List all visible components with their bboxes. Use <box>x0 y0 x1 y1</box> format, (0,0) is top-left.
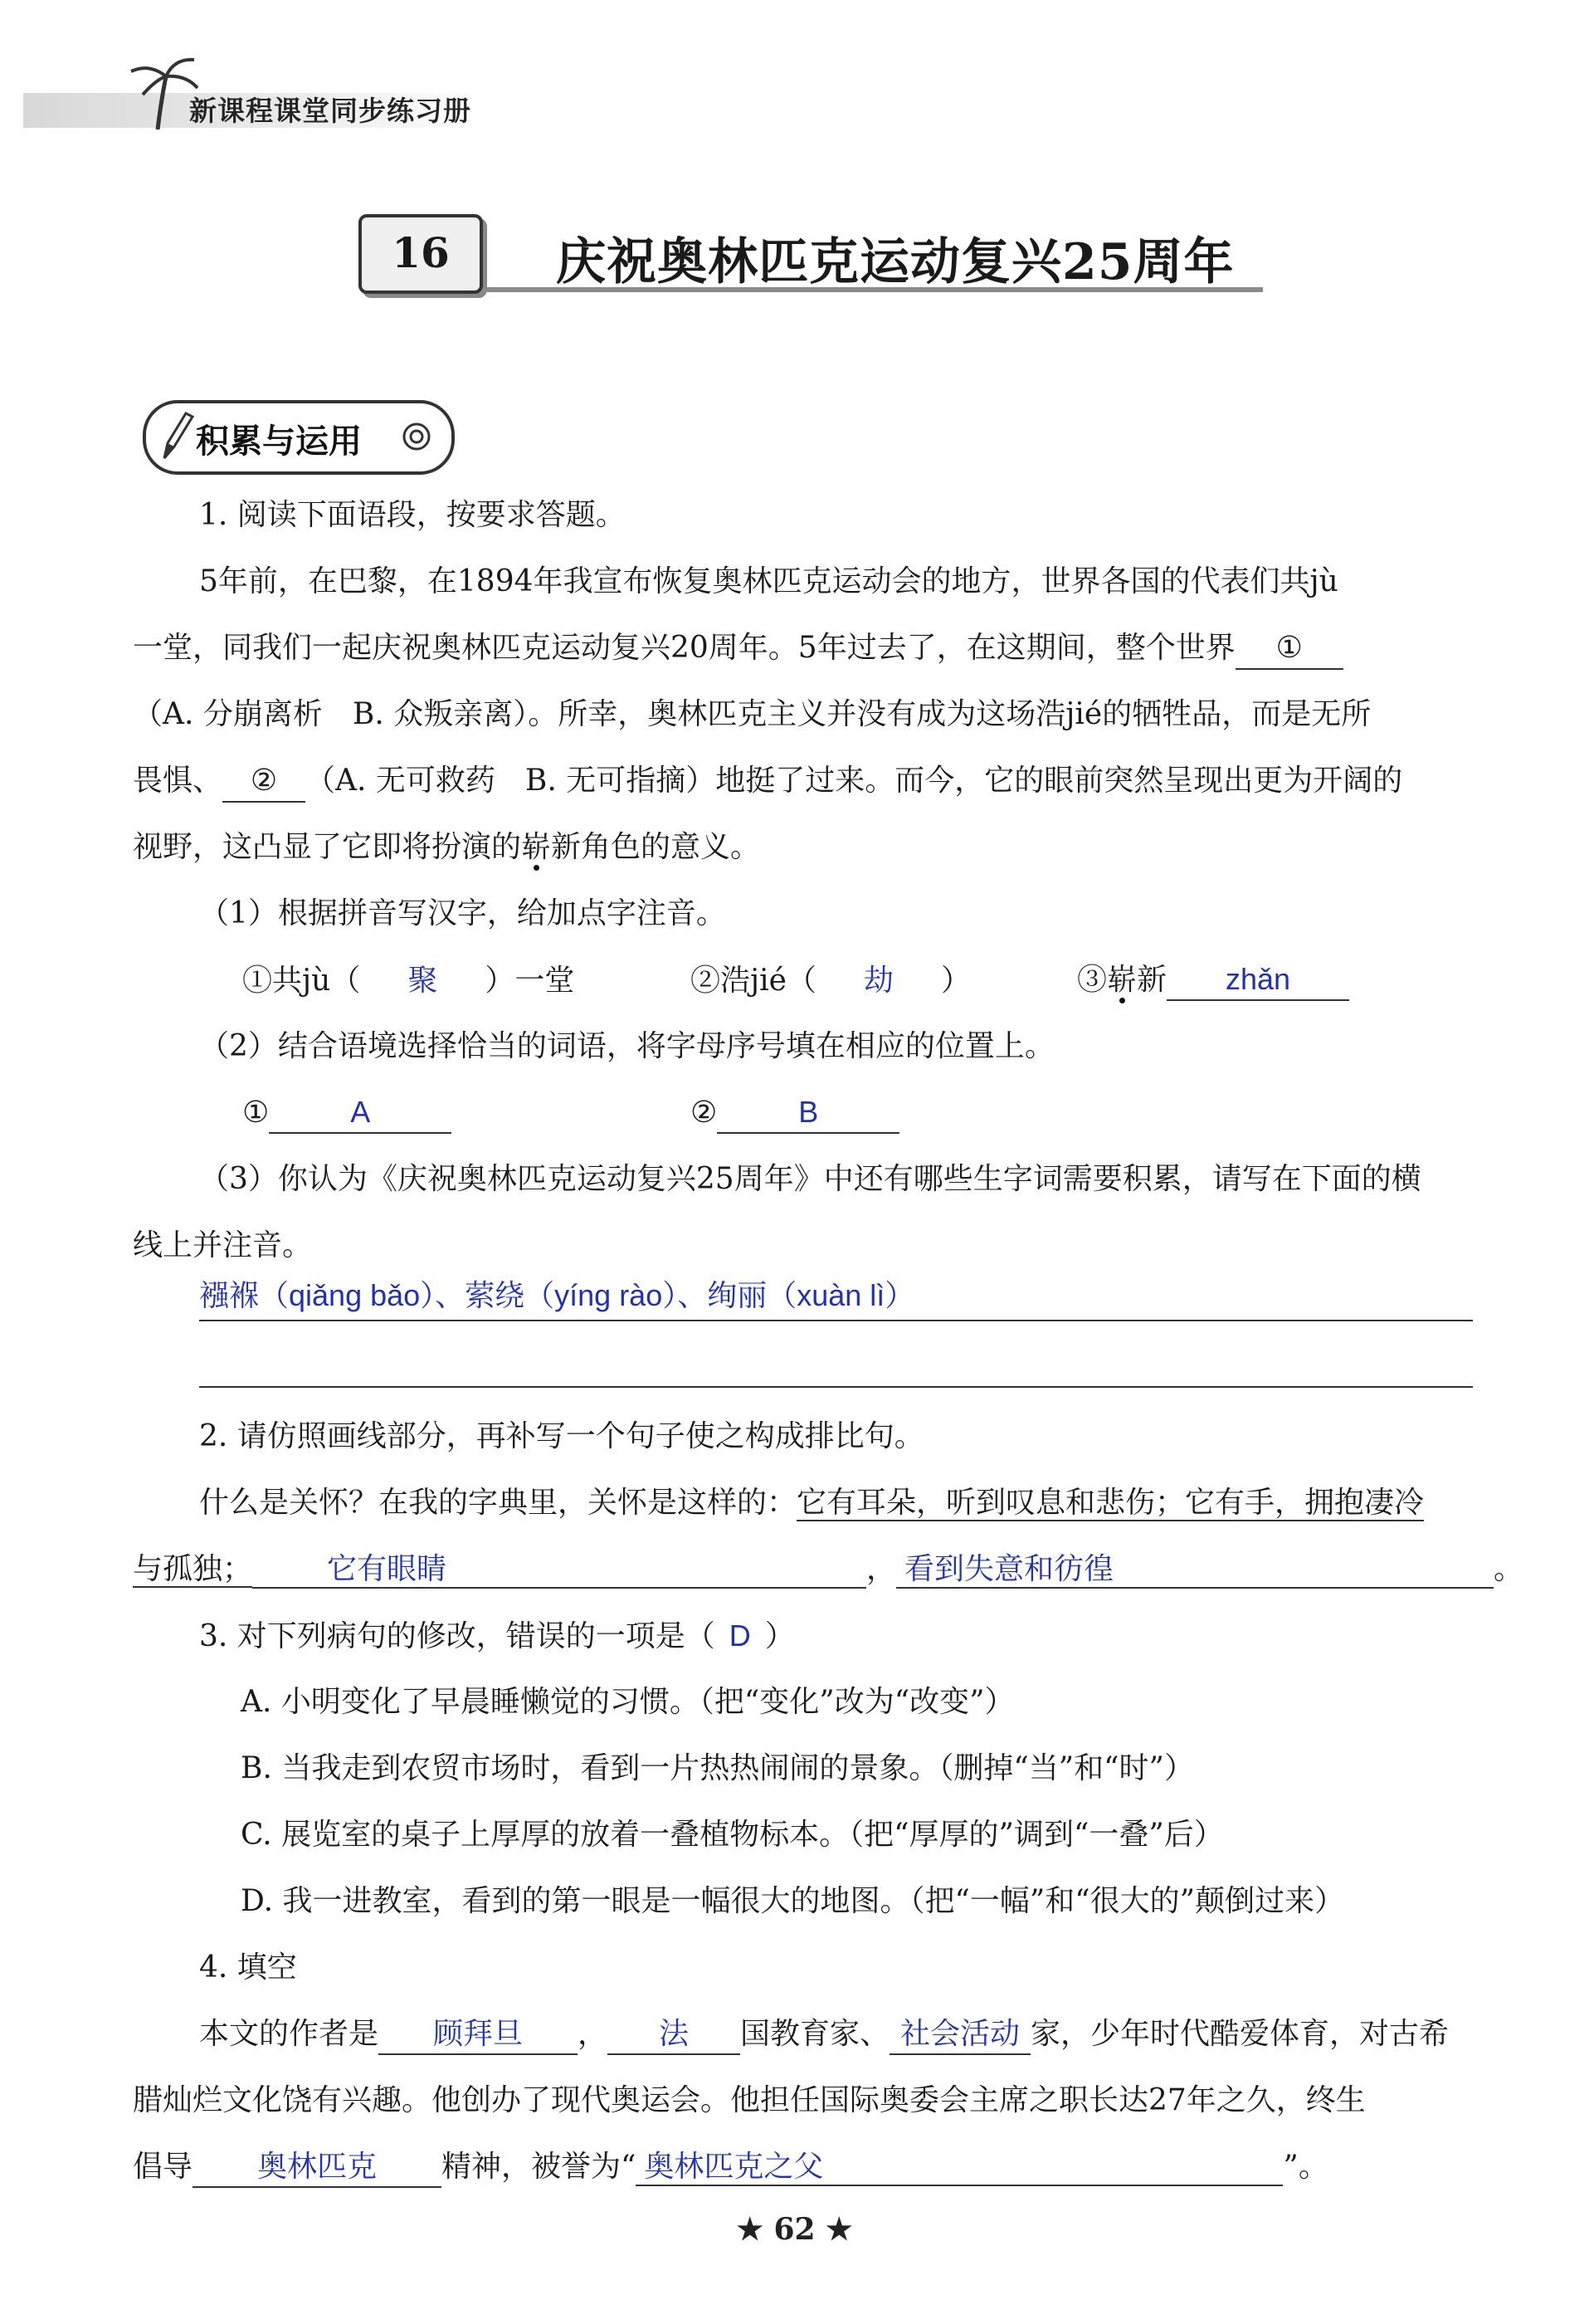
answer-rule-1 <box>199 1320 1473 1321</box>
q1-para-line1: 5年前，在巴黎，在1894年我宣布恢复奥林匹克运动会的地方，世界各国的代表们共jù <box>199 564 1338 598</box>
q4-answer-title: 奥林匹克之父 <box>636 2150 1283 2186</box>
q3-prompt-b: ） <box>764 1619 795 1653</box>
q4-line1-c: 家，少年时代酷爱体育，对古希 <box>1031 2017 1450 2051</box>
q1-prompt: 1. 阅读下面语段，按要求答题。 <box>199 498 626 532</box>
sub1-i3-label-a: ③ <box>1077 963 1108 997</box>
q4-line3-b: 精神，被誉为“ <box>441 2150 636 2184</box>
pencil-icon <box>156 410 194 461</box>
q4-answer-role: 社会活动 <box>890 2017 1031 2055</box>
dotted-char: 崭 <box>1107 963 1138 997</box>
q1-sub2-item2 <box>690 1092 1589 1134</box>
section-badge <box>143 400 455 475</box>
q1-sub1-item3 <box>1077 959 1589 1001</box>
q2-prompt: 2. 请仿照画线部分，再补写一个句子使之构成排比句。 <box>199 1419 924 1453</box>
q4-line3-c: ”。 <box>1283 2150 1328 2184</box>
answer-blank-1: A <box>269 1096 451 1134</box>
q1-para-line4 <box>133 760 1489 803</box>
sub2-i1-label: ① <box>242 1096 270 1130</box>
q3-prompt-a: 3. 对下列病句的修改，错误的一项是（ <box>199 1619 715 1653</box>
q1-sub3-line1: （3）你认为《庆祝奥林匹克运动复兴25周年》中还有哪些生字词需要积累，请写在下面的横 <box>199 1162 1421 1196</box>
sub1-i1-end: ）一堂 <box>485 964 575 998</box>
q4-sep: ， <box>578 2017 608 2051</box>
q4-line3 <box>133 2146 1489 2188</box>
q2-line1 <box>199 1482 1556 1524</box>
dotted-char: 崭 <box>521 830 552 864</box>
sub1-i3-label-b: 新 <box>1137 963 1167 997</box>
sub1-i2-end: ） <box>940 964 971 998</box>
q2-line2 <box>133 1549 1524 1590</box>
sub1-i2-label: ②浩jié（ <box>690 964 816 998</box>
q1-para-line2 <box>133 627 1489 670</box>
palm-tree-icon <box>124 51 199 131</box>
q3-option-b: B. 当我走到农贸市场时，看到一片热热闹闹的景象。（删掉“当”和“时”） <box>241 1751 1194 1785</box>
q2-end: 。 <box>1494 1552 1524 1586</box>
q3-option-c: C. 展览室的桌子上厚厚的放着一叠植物标本。（把“厚厚的”调到“一叠”后） <box>241 1818 1224 1852</box>
answer-blank-2: B <box>717 1096 899 1134</box>
circle-icon <box>400 420 433 453</box>
q1-para-line4-a: 畏惧、 <box>133 764 223 798</box>
answer-rule-2 <box>199 1386 1473 1388</box>
q3-option-a: A. 小明变化了早晨睡懒觉的习惯。（把“变化”改为“改变”） <box>241 1685 1015 1719</box>
q4-answer-country: 法 <box>607 2017 740 2055</box>
page-number: ★ 62 ★ <box>736 2212 853 2247</box>
lesson-title: 庆祝奥林匹克运动复兴25周年 <box>556 233 1235 291</box>
q1-sub1: （1）根据拼音写汉字，给加点字注音。 <box>199 896 726 930</box>
lesson-title-block <box>358 214 1263 294</box>
q1-para-line2-text: 一堂，同我们一起庆祝奥林匹克运动复兴20周年。5年过去了，在这期间，整个世界 <box>133 631 1236 665</box>
q4-line2: 腊灿烂文化饶有兴趣。他创办了现代奥运会。他担任国际奥委会主席之职长达27年之久，终生 <box>133 2083 1366 2117</box>
q1-para-line4-b: （A. 无可救药 B. 无可指摘）地挺了过来。而今，它的眼前突然呈现出更为开阔的 <box>305 764 1403 798</box>
sub2-i2-label: ② <box>690 1096 718 1130</box>
q4-line1 <box>199 2014 1556 2055</box>
section-label: 积累与运用 <box>196 422 362 461</box>
q4-answer-author: 顾拜旦 <box>378 2017 578 2055</box>
lesson-number: 16 <box>392 228 450 277</box>
q1-sub2: （2）结合语境选择恰当的词语，将字母序号填在相应的位置上。 <box>199 1029 1055 1063</box>
q3-prompt <box>199 1615 1556 1658</box>
q1-blank-2: ② <box>222 764 305 803</box>
q1-sub3-answer: 襁褓（qiǎng bǎo）、萦绕（yíng rào）、绚丽（xuàn lì） <box>199 1278 915 1312</box>
sub1-i1-label: ①共jù（ <box>242 964 361 998</box>
q1-blank-1: ① <box>1236 632 1343 670</box>
q2-line1-a: 什么是关怀？在我的字典里，关怀是这样的： <box>199 1486 797 1520</box>
book-title: 新课程课堂同步练习册 <box>189 95 471 127</box>
q1-para-line5-b: 新角色的意义。 <box>551 830 761 864</box>
q2-answer-1: 它有眼睛 <box>252 1552 866 1589</box>
q1-para-line5-a: 视野，这凸显了它即将扮演的 <box>133 830 522 864</box>
answer-zhan: zhǎn <box>1167 963 1349 1001</box>
q3-answer: D <box>729 1618 751 1653</box>
q2-comma: ， <box>866 1552 897 1586</box>
answer-ju: 聚 <box>407 963 438 997</box>
q4-prompt: 4. 填空 <box>199 1950 297 1985</box>
q3-option-d: D. 我一进教室，看到的第一眼是一幅很大的地图。（把“一幅”和“很大的”颠倒过来） <box>241 1884 1345 1918</box>
q2-line2-a: 与孤独； <box>133 1552 253 1586</box>
q1-para-line5 <box>133 827 1489 868</box>
q4-answer-spirit: 奥林匹克 <box>193 2150 441 2188</box>
q4-line1-b: 国教育家、 <box>740 2017 890 2051</box>
q2-model-sentence: 它有耳朵，听到叹息和悲伤；它有手，拥抱凄冷 <box>797 1486 1425 1520</box>
q1-sub3-line2: 线上并注音。 <box>133 1228 313 1262</box>
q4-line1-a: 本文的作者是 <box>199 2017 379 2051</box>
answer-jie: 劫 <box>863 963 894 997</box>
q1-para-line3: （A. 分崩离析 B. 众叛亲离）。所幸，奥林匹克主义并没有成为这场浩jié的牺牲品，而是无所 <box>133 697 1372 731</box>
q2-answer-2: 看到失意和彷徨 <box>896 1552 1494 1589</box>
q4-line3-a: 倡导 <box>133 2150 193 2184</box>
